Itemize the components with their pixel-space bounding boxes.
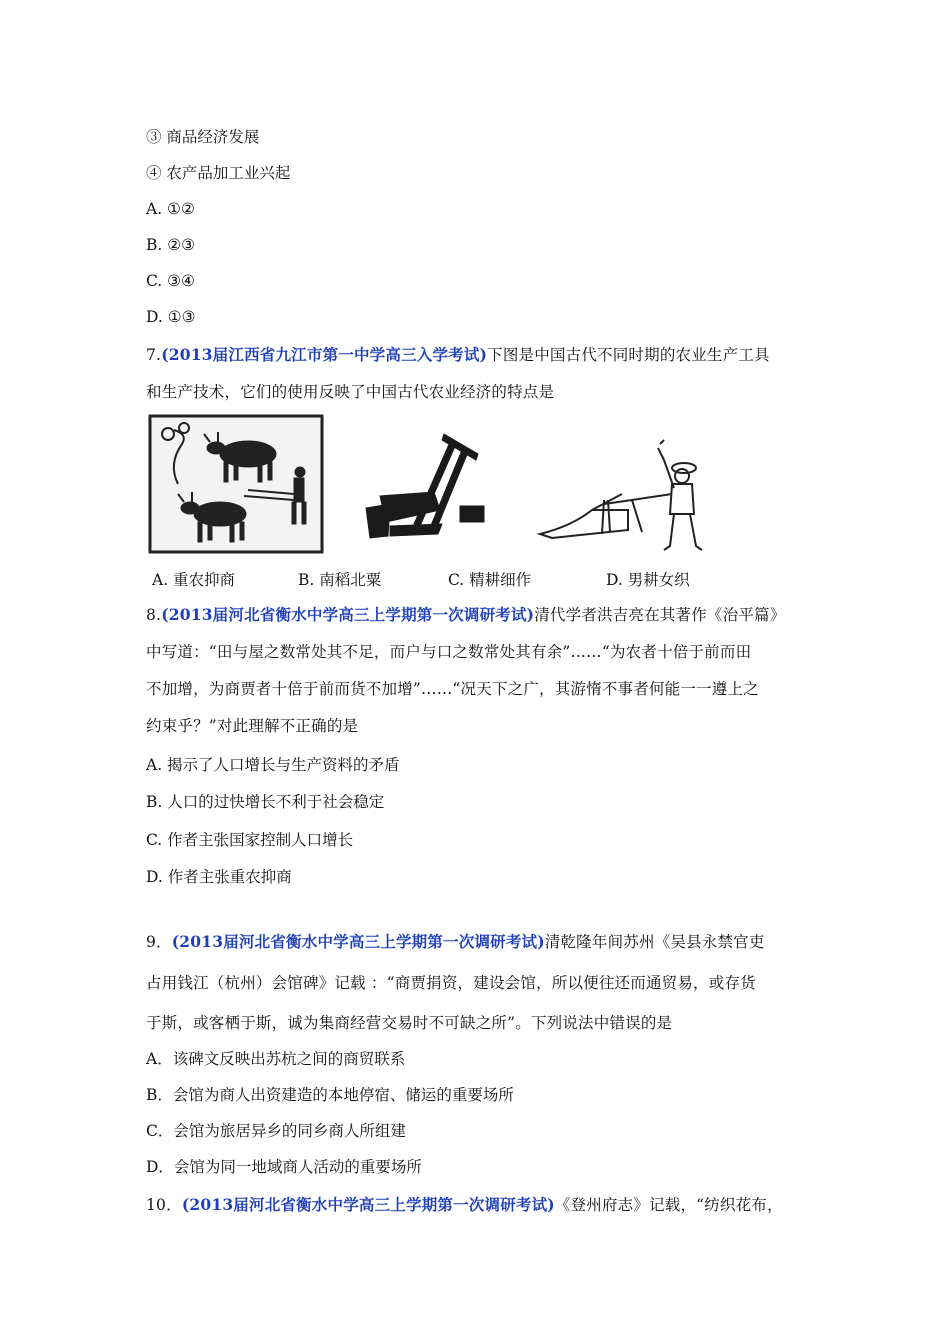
q7-option-a: A. 重农抑商 bbox=[152, 571, 236, 589]
q9-option-c: C．会馆为旅居异乡的同乡商人所组建 bbox=[146, 1122, 406, 1140]
q10-number: 10． bbox=[146, 1196, 182, 1214]
q7-option-b: B. 南稻北粟 bbox=[298, 571, 382, 589]
option-c: C. ③④ bbox=[146, 272, 195, 290]
q10-stem-1: 《登州府志》记载，“纺织花布， bbox=[554, 1196, 783, 1214]
q9-source: (2013届河北省衡水中学高三上学期第一次调研考试) bbox=[171, 932, 545, 951]
q8-stem-line-2: 中写道：“田与屋之数常处其不足，而户与口之数常处其有余”……“为农者十倍于前而田 bbox=[146, 643, 752, 661]
option-a: A. ①② bbox=[146, 200, 195, 218]
q8-stem-line-3: 不加增，为商贾者十倍于前而货不加增”……“况天下之广，其游惰不事者何能一一遵上之 bbox=[146, 680, 759, 698]
q7-stem-line-1 bbox=[146, 344, 770, 366]
q10-source: (2013届河北省衡水中学高三上学期第一次调研考试) bbox=[181, 1195, 555, 1214]
q7-source: (2013届江西省九江市第一中学高三入学考试) bbox=[161, 345, 488, 364]
q8-option-a: A. 揭示了人口增长与生产资料的矛盾 bbox=[146, 756, 400, 774]
q9-stem-line-2: 占用钱江（杭州）会馆碑》记载 ：“商贾捐资，建设会馆，所以便往还而通贸易，或存货 bbox=[146, 974, 756, 992]
plough-tool-illustration bbox=[360, 426, 500, 556]
q8-stem-line-4: 约束乎？”对此理解不正确的是 bbox=[146, 717, 359, 735]
q9-stem-line-3: 于斯，或客栖于斯，诚为集商经营交易时不可缺之所”。下列说法中错误的是 bbox=[146, 1014, 673, 1032]
q7-option-d: D. 男耕女织 bbox=[606, 571, 690, 589]
option-item-3: ③ 商品经济发展 bbox=[146, 128, 260, 146]
q7-stem-line-2: 和生产技术，它们的使用反映了中国古代农业经济的特点是 bbox=[146, 383, 555, 401]
option-d: D. ①③ bbox=[146, 308, 196, 326]
q10-stem-line-1 bbox=[146, 1194, 783, 1216]
q8-source: (2013届河北省衡水中学高三上学期第一次调研考试) bbox=[161, 605, 535, 624]
q8-option-c: C. 作者主张国家控制人口增长 bbox=[146, 831, 354, 849]
q9-number: 9． bbox=[146, 933, 172, 951]
q7-number: 7. bbox=[146, 346, 162, 364]
q9-stem-line-1 bbox=[146, 931, 765, 953]
ox-plough-illustration bbox=[148, 414, 324, 554]
q9-stem-1: 清乾隆年间苏州《吴县永禁官吏 bbox=[544, 933, 765, 951]
q7-stem-1: 下图是中国古代不同时期的农业生产工具 bbox=[487, 346, 770, 364]
q7-option-c: C. 精耕细作 bbox=[448, 571, 532, 589]
q9-option-d: D．会馆为同一地域商人活动的重要场所 bbox=[146, 1158, 422, 1176]
q8-stem-line-1 bbox=[146, 604, 785, 626]
option-b: B. ②③ bbox=[146, 236, 196, 254]
farmer-plough-illustration bbox=[532, 434, 712, 558]
option-item-4: ④ 农产品加工业兴起 bbox=[146, 164, 291, 182]
q9-option-b: B．会馆为商人出资建造的本地停宿、储运的重要场所 bbox=[146, 1086, 514, 1104]
q8-number: 8. bbox=[146, 606, 162, 624]
q8-stem-1: 清代学者洪吉亮在其著作《治平篇》 bbox=[534, 606, 786, 624]
q9-option-a: A．该碑文反映出苏杭之间的商贸联系 bbox=[146, 1050, 406, 1068]
q8-option-d: D. 作者主张重农抑商 bbox=[146, 868, 292, 886]
q8-option-b: B. 人口的过快增长不利于社会稳定 bbox=[146, 793, 385, 811]
